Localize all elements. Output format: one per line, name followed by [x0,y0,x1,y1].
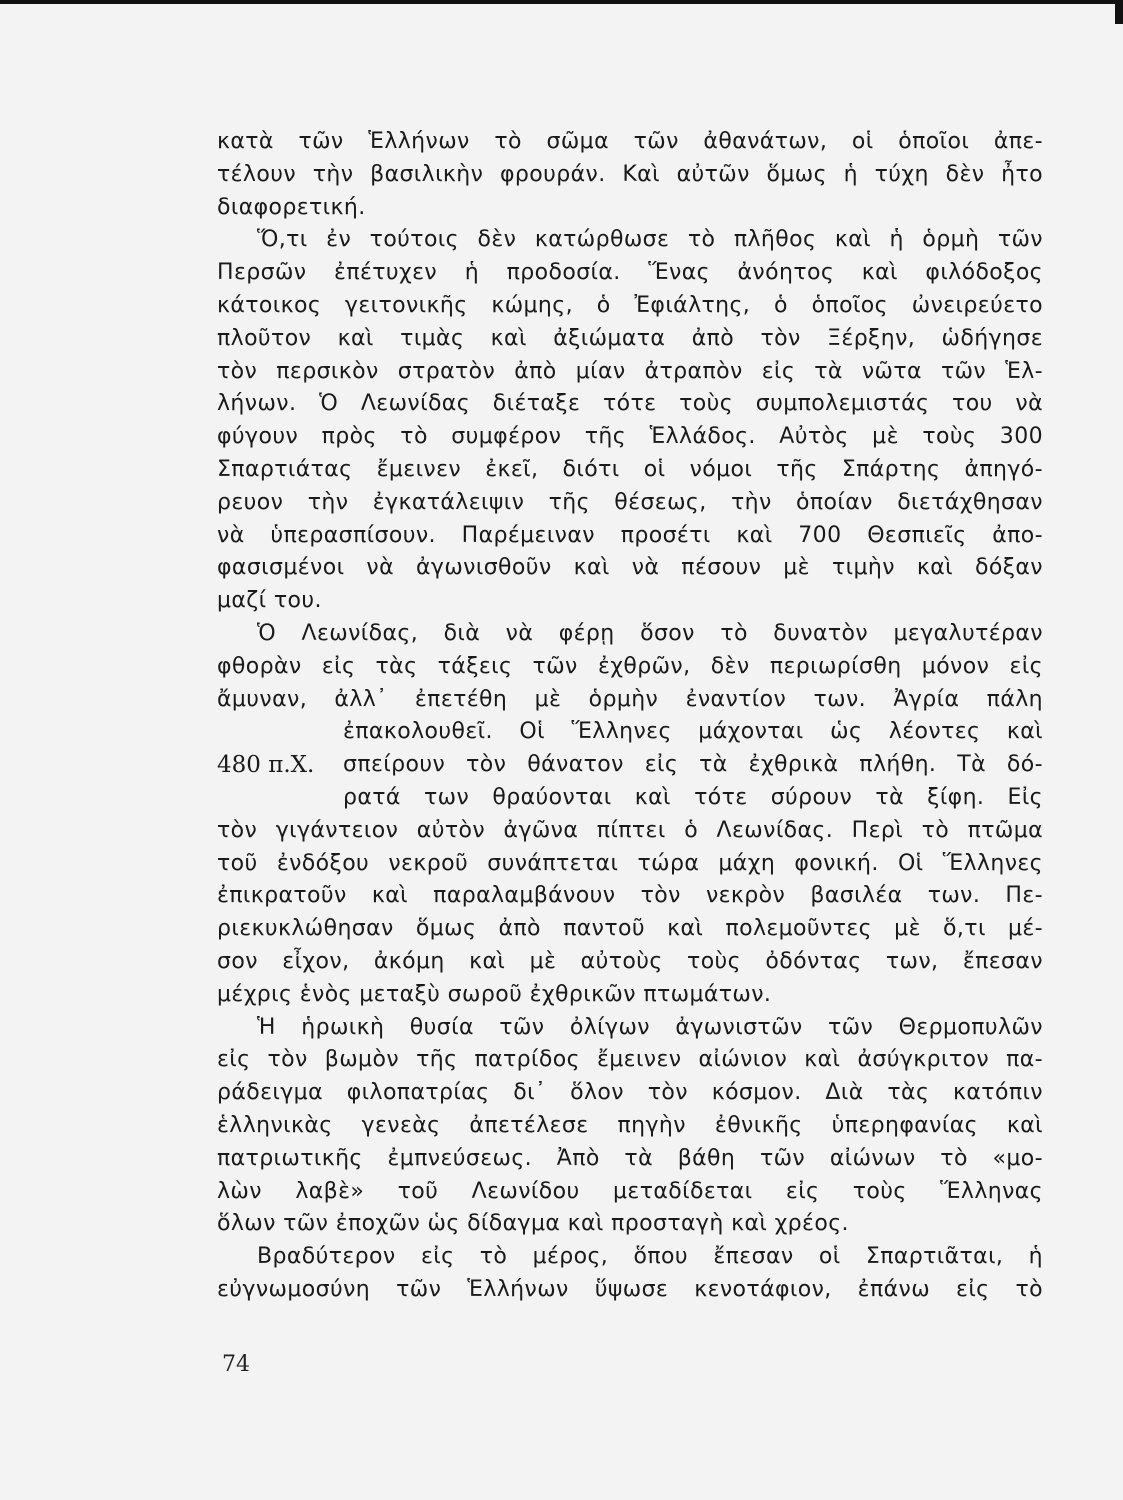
text-line: Ὅ,τι ἐν τούτοις δὲν κατώρθωσε τὸ πλῆθος καὶ ἡ ὁρμὴ τῶν [257,227,1043,253]
text-line: σον εἶχον, ἀκόμη καὶ μὲ αὐτοὺς τοὺς ὀδόντας των, ἔπεσαν [217,948,1043,974]
text-line: Σπαρτιάτας ἔμεινεν ἐκεῖ, διότι οἱ νόμοι τῆς Σπάρτης ἀπηγό- [217,456,1043,482]
text-line: Ὁ Λεωνίδας, διὰ νὰ φέρῃ ὅσον τὸ δυνατὸν μεγαλυτέραν [257,620,1043,646]
text-line: ἑλληνικὰς γενεὰς ἀπετέλεσε πηγὴν ἐθνικῆς ὑπερηφανίας καὶ [217,1112,1043,1138]
text-line: ράδειγμα φιλοπατρίας δι᾽ ὅλον τὸν κόσμον. Διὰ τὰς κατόπιν [217,1080,1043,1106]
text-line: εὐγνωμοσύνη τῶν Ἑλλήνων ὕψωσε κενοτάφιον, ἐπάνω εἰς τὸ [217,1276,1043,1302]
text-line: λήνων. Ὁ Λεωνίδας διέταξε τότε τοὺς συμπολεμιστάς του νὰ [217,391,1043,417]
text-line: ἐπικρατοῦν καὶ παραλαμβάνουν τὸν νεκρὸν βασιλέα των. Πε- [217,883,1043,909]
text-line [217,749,1043,782]
margin-date-note: 480 π.Χ. [217,752,315,779]
text-line [217,716,1043,749]
text-line-content: ρατά των θραύονται καὶ τότε σύρουν τὰ ξίφη. Εἰς [343,784,1043,810]
text-line: κατὰ τῶν Ἑλλήνων τὸ σῶμα τῶν ἀθανάτων, οἱ ὁποῖοι ἀπε- [217,129,1043,154]
text-line: Ἡ ἡρωικὴ θυσία τῶν ὀλίγων ἀγωνιστῶν τῶν Θερμοπυλῶν [257,1014,1043,1040]
text-line: τὸν γιγάντειον αὐτὸν ἀγῶνα πίπτει ὁ Λεωνίδας. Περὶ τὸ πτῶμα [217,817,1043,843]
text-line: Βραδύτερον εἰς τὸ μέρος, ὅπου ἔπεσαν οἱ Σπαρτιᾶται, ἡ [257,1244,1043,1270]
text-line: ρευον τὴν ἐγκατάλειψιν τῆς θέσεως, τὴν ὁποίαν διετάχθησαν [217,489,1043,515]
text-line: μαζί του. [217,588,322,614]
text-line: ὅλων τῶν ἐποχῶν ὡς δίδαγμα καὶ προσταγὴ καὶ χρέος. [217,1211,849,1237]
scan-top-edge [0,0,1123,4]
page-body-text [217,126,1043,1307]
text-line-content: σπείρουν τὸν θάνατον εἰς τὰ ἐχθρικὰ πλήθη. Τὰ δό- [343,752,1043,778]
text-line: μέχρις ἑνὸς μεταξὺ σωροῦ ἐχθρικῶν πτωμάτων. [217,981,772,1007]
text-line: Περσῶν ἐπέτυχεν ἡ προδοσία. Ἕνας ἀνόητος καὶ φιλόδοξος [217,260,1043,286]
text-line: λὼν λαβὲ» τοῦ Λεωνίδου μεταδίδεται εἰς τοὺς Ἕλληνας [217,1178,1043,1204]
text-line: τέλουν τὴν βασιλικὴν φρουράν. Καὶ αὐτῶν ὅμως ἡ τύχη δὲν ἦτο [217,161,1043,187]
text-line: νὰ ὑπερασπίσουν. Παρέμειναν προσέτι καὶ 700 Θεσπιεῖς ἀπο- [217,522,1043,548]
text-line: κάτοικος γειτονικῆς κώμης, ὁ Ἐφιάλτης, ὁ ὁποῖος ὠνειρεύετο [217,292,1043,318]
text-line: πατριωτικῆς ἐμπνεύσεως. Ἀπὸ τὰ βάθη τῶν αἰώνων τὸ «μο- [217,1145,1043,1171]
text-line-content: ἐπακολουθεῖ. Οἱ Ἕλληνες μάχονται ὡς λέοντες καὶ [343,719,1043,745]
text-line: διαφορετική. [217,194,366,220]
scan-corner-mark [1115,0,1123,24]
text-line: φασισμένοι νὰ ἀγωνισθοῦν καὶ νὰ πέσουν μὲ τιμὴν καὶ δόξαν [217,555,1043,581]
text-line: φθορὰν εἰς τὰς τάξεις τῶν ἐχθρῶν, δὲν περιωρίσθη μόνον εἰς [217,653,1043,679]
text-line: πλοῦτον καὶ τιμὰς καὶ ἀξιώματα ἀπὸ τὸν Ξέρξην, ὡδήγησε [217,325,1043,351]
text-line: τὸν περσικὸν στρατὸν ἀπὸ μίαν ἀτραπὸν εἰς τὰ νῶτα τῶν Ἑλ- [217,358,1043,384]
page-number: 74 [222,1352,250,1377]
text-line: ἄμυναν, ἀλλ᾽ ἐπετέθη μὲ ὁρμὴν ἐναντίον των. Ἀγρία πάλη [217,686,1043,712]
text-line: εἰς τὸν βωμὸν τῆς πατρίδος ἔμεινεν αἰώνιον καὶ ἀσύγκριτον πα- [217,1047,1043,1073]
text-line: φύγουν πρὸς τὸ συμφέρον τῆς Ἑλλάδος. Αὐτὸς μὲ τοὺς 300 [217,424,1043,450]
text-line: τοῦ ἐνδόξου νεκροῦ συνάπτεται τώρα μάχη φονική. Οἱ Ἕλληνες [217,850,1043,876]
text-line: ριεκυκλώθησαν ὅμως ἀπὸ παντοῦ καὶ πολεμοῦντες μὲ ὅ,τι μέ- [217,916,1043,942]
text-line [217,782,1043,815]
